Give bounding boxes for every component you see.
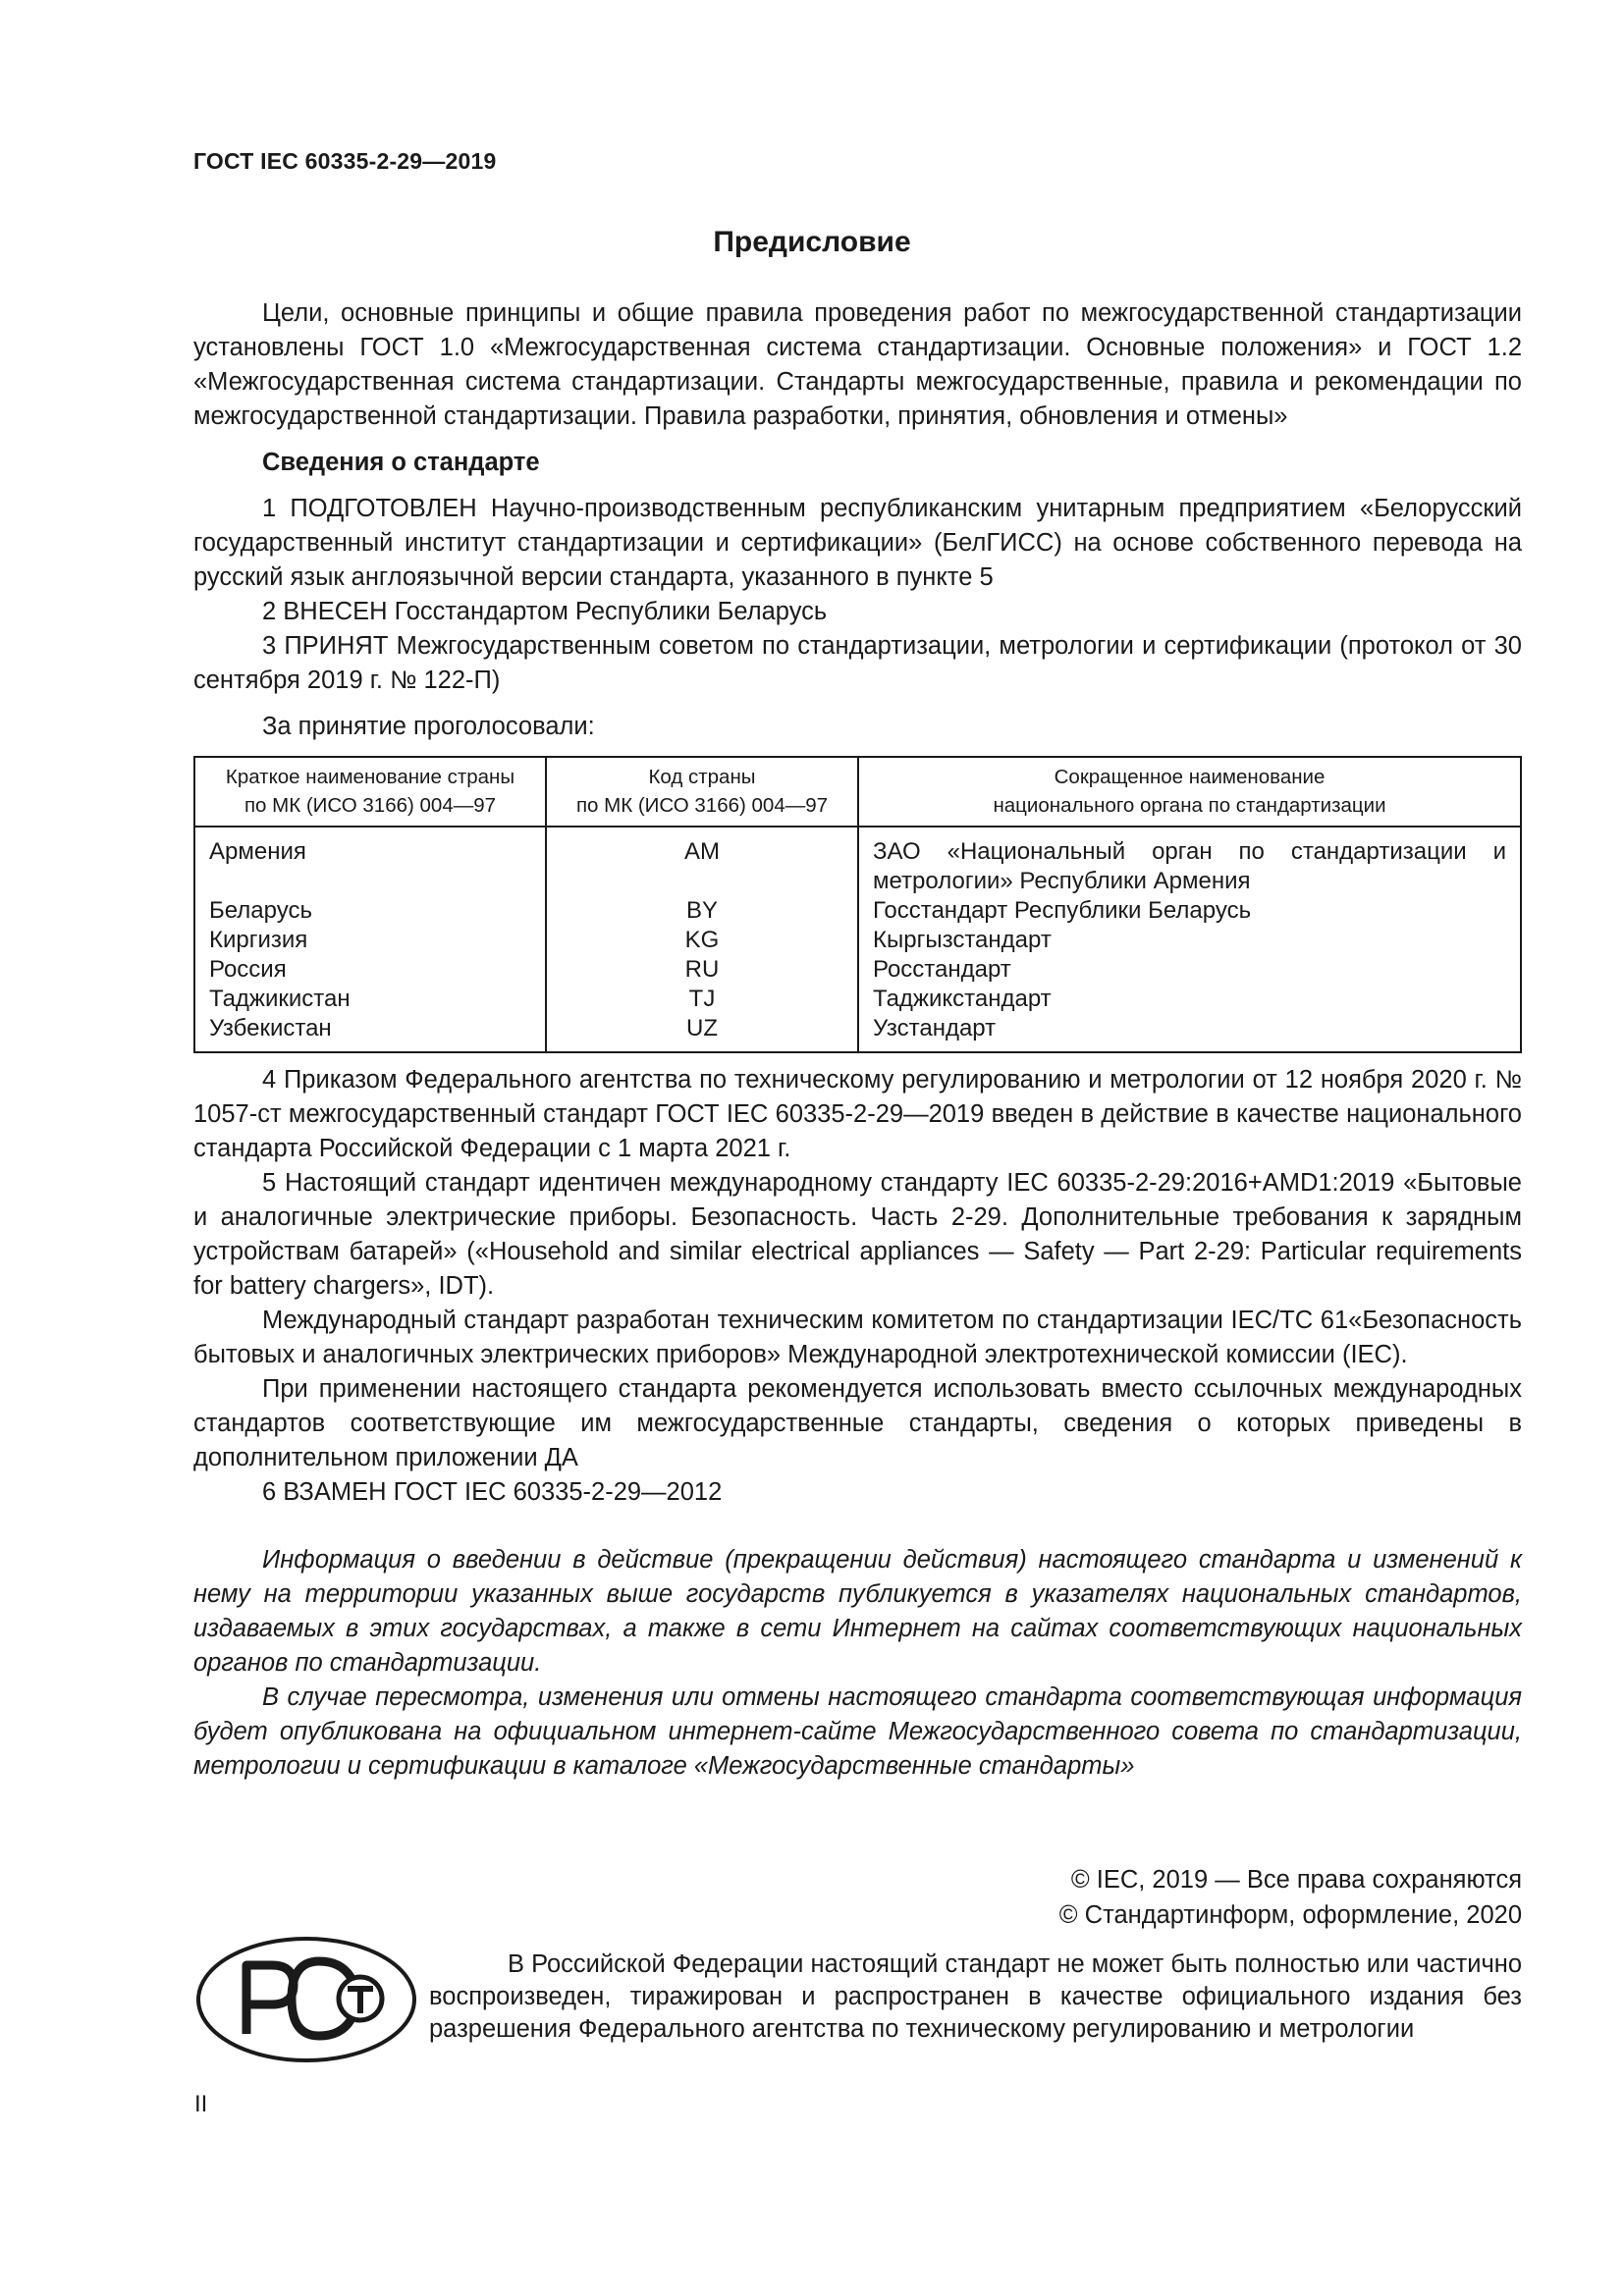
table-row xyxy=(194,827,1521,896)
table-header-row xyxy=(194,757,1521,827)
code-cell: RU xyxy=(546,955,858,985)
item-3-paragraph: 3 ПРИНЯТ Межгосударственным советом по стандартизации, метрологии и сертификации (протокол от 30 сентября 2019 г. № 122-П) xyxy=(193,632,1522,694)
org-cell: Кыргызстандарт xyxy=(858,926,1521,955)
rst-certification-mark-icon xyxy=(195,1936,417,2063)
copyright-standartinform: © Стандартинформ, оформление, 2020 xyxy=(1058,1901,1522,1929)
voting-table xyxy=(193,756,1522,1053)
code-cell: KG xyxy=(546,926,858,955)
table-header-org-line2: национального органа по стандартизации xyxy=(993,794,1386,817)
table-header-org-line1: Сокращенное наименование xyxy=(1054,766,1326,788)
country-cell: Таджикистан xyxy=(194,985,546,1014)
item-2-paragraph: 2 ВНЕСЕН Госстандартом Республики Беларусь xyxy=(262,598,828,625)
table-header-country-line2: по МК (ИСО 3166) 004—97 xyxy=(244,794,497,817)
reproduction-notice-text: В Российской Федерации настоящий стандарт не может быть полностью или частично воспроизведен, тиражирован и распространен в качестве официального издания без разрешения Федерального агентства по техническому регулированию и метрологии xyxy=(429,1950,1522,2043)
main-content xyxy=(193,296,1522,1784)
table-header-country-line1: Краткое наименование страны xyxy=(225,766,515,788)
code-cell: TJ xyxy=(546,985,858,1014)
org-cell: Таджикстандарт xyxy=(858,985,1521,1014)
table-header-code-line1: Код страны xyxy=(648,766,756,788)
country-cell: Россия xyxy=(194,955,546,985)
table-row xyxy=(194,926,1521,955)
info-italic-paragraph-2: В случае пересмотра, изменения или отмены настоящего стандарта соответствующая информация будет опубликована на официальном интернет-сайте Межгосударственного совета по стандартизации, метрологии и сертификации в каталоге «Межгосударственные стандарты» xyxy=(193,1683,1522,1780)
item-5-committee-paragraph: Международный стандарт разработан техническим комитетом по стандартизации IEC/TC 61«Безопасность бытовых и аналогичных электрических приборов» Международной электротехнической комиссии (IEC). xyxy=(193,1307,1522,1368)
copyright-block xyxy=(1059,1862,1522,1933)
page-title: Предисловие xyxy=(713,226,911,258)
table-header-code xyxy=(546,757,858,827)
item-5-application-paragraph: При применении настоящего стандарта рекомендуется использовать вместо ссылочных международных стандартов соответствующие им межгосударственные стандарты, сведения о которых приведены в дополнительном приложении ДА xyxy=(193,1375,1522,1471)
table-row xyxy=(194,896,1521,926)
page-number: II xyxy=(194,2091,208,2117)
org-cell: ЗАО «Национальный орган по стандартизации и метрологии» Республики Армения xyxy=(858,827,1521,896)
document-header: ГОСТ IEC 60335-2-29—2019 xyxy=(193,148,497,174)
org-cell: Госстандарт Республики Беларусь xyxy=(858,896,1521,926)
reproduction-notice xyxy=(429,1949,1522,2046)
code-cell: UZ xyxy=(546,1014,858,1052)
table-header-org xyxy=(858,757,1521,827)
country-cell: Киргизия xyxy=(194,926,546,955)
table-header-country xyxy=(194,757,546,827)
info-italic-paragraph-1: Информация о введении в действие (прекращении действия) настоящего стандарта и изменений к нему на территории указанных выше государств публикуется в указателях национальных стандартов, издаваемых в этих государствах, а также в сети Интернет на сайтах соответствующих национальных органов по стандартизации. xyxy=(193,1546,1522,1677)
country-cell: Армения xyxy=(194,827,546,896)
table-row xyxy=(194,955,1521,985)
table-row xyxy=(194,1014,1521,1052)
table-header-code-line2: по МК (ИСО 3166) 004—97 xyxy=(575,794,829,817)
table-row xyxy=(194,985,1521,1014)
code-cell: AM xyxy=(546,827,858,896)
vote-caption: За принятие проголосовали: xyxy=(262,713,595,740)
item-5-paragraph: 5 Настоящий стандарт идентичен международному стандарту IEC 60335-2-29:2016+AMD1:2019 «Бытовые и аналогичные электрические приборы. Безопасность. Часть 2-29. Дополнительные требования к зарядным устройствам батарей» («Household and similar electrical appliances — Safety — Part 2-29: Particular requirements for battery chargers», IDT). xyxy=(193,1169,1522,1300)
org-cell: Узстандарт xyxy=(858,1014,1521,1052)
intro-paragraph: Цели, основные принципы и общие правила проведения работ по межгосударственной стандартизации установлены ГОСТ 1.0 «Межгосударственная система стандартизации. Основные положения» и ГОСТ 1.2 «Межгосударственная система стандартизации. Стандарты межгосударственные, правила и рекомендации по межгосударственной стандартизации. Правила разработки, принятия, обновления и отмены» xyxy=(193,299,1522,430)
item-1-paragraph: 1 ПОДГОТОВЛЕН Научно-производственным республиканским унитарным предприятием «Белорусский государственный институт стандартизации и сертификации» (БелГИСС) на основе собственного перевода на русский язык англоязычной версии стандарта, указанного в пункте 5 xyxy=(193,495,1522,591)
country-cell: Беларусь xyxy=(194,896,546,926)
section-subheading: Сведения о стандарте xyxy=(262,449,540,476)
org-cell: Росстандарт xyxy=(858,955,1521,985)
copyright-iec: © IEC, 2019 — Все права сохраняются xyxy=(1070,1866,1522,1894)
item-4-paragraph: 4 Приказом Федерального агентства по техническому регулированию и метрологии от 12 ноября 2020 г. № 1057-ст межгосударственный стандарт ГОСТ IEC 60335-2-29—2019 введен в действие в качестве национального стандарта Российской Федерации с 1 марта 2021 г. xyxy=(193,1066,1522,1162)
country-cell: Узбекистан xyxy=(194,1014,546,1052)
item-6-paragraph: 6 ВЗАМЕН ГОСТ IEC 60335-2-29—2012 xyxy=(262,1478,723,1506)
code-cell: BY xyxy=(546,896,858,926)
